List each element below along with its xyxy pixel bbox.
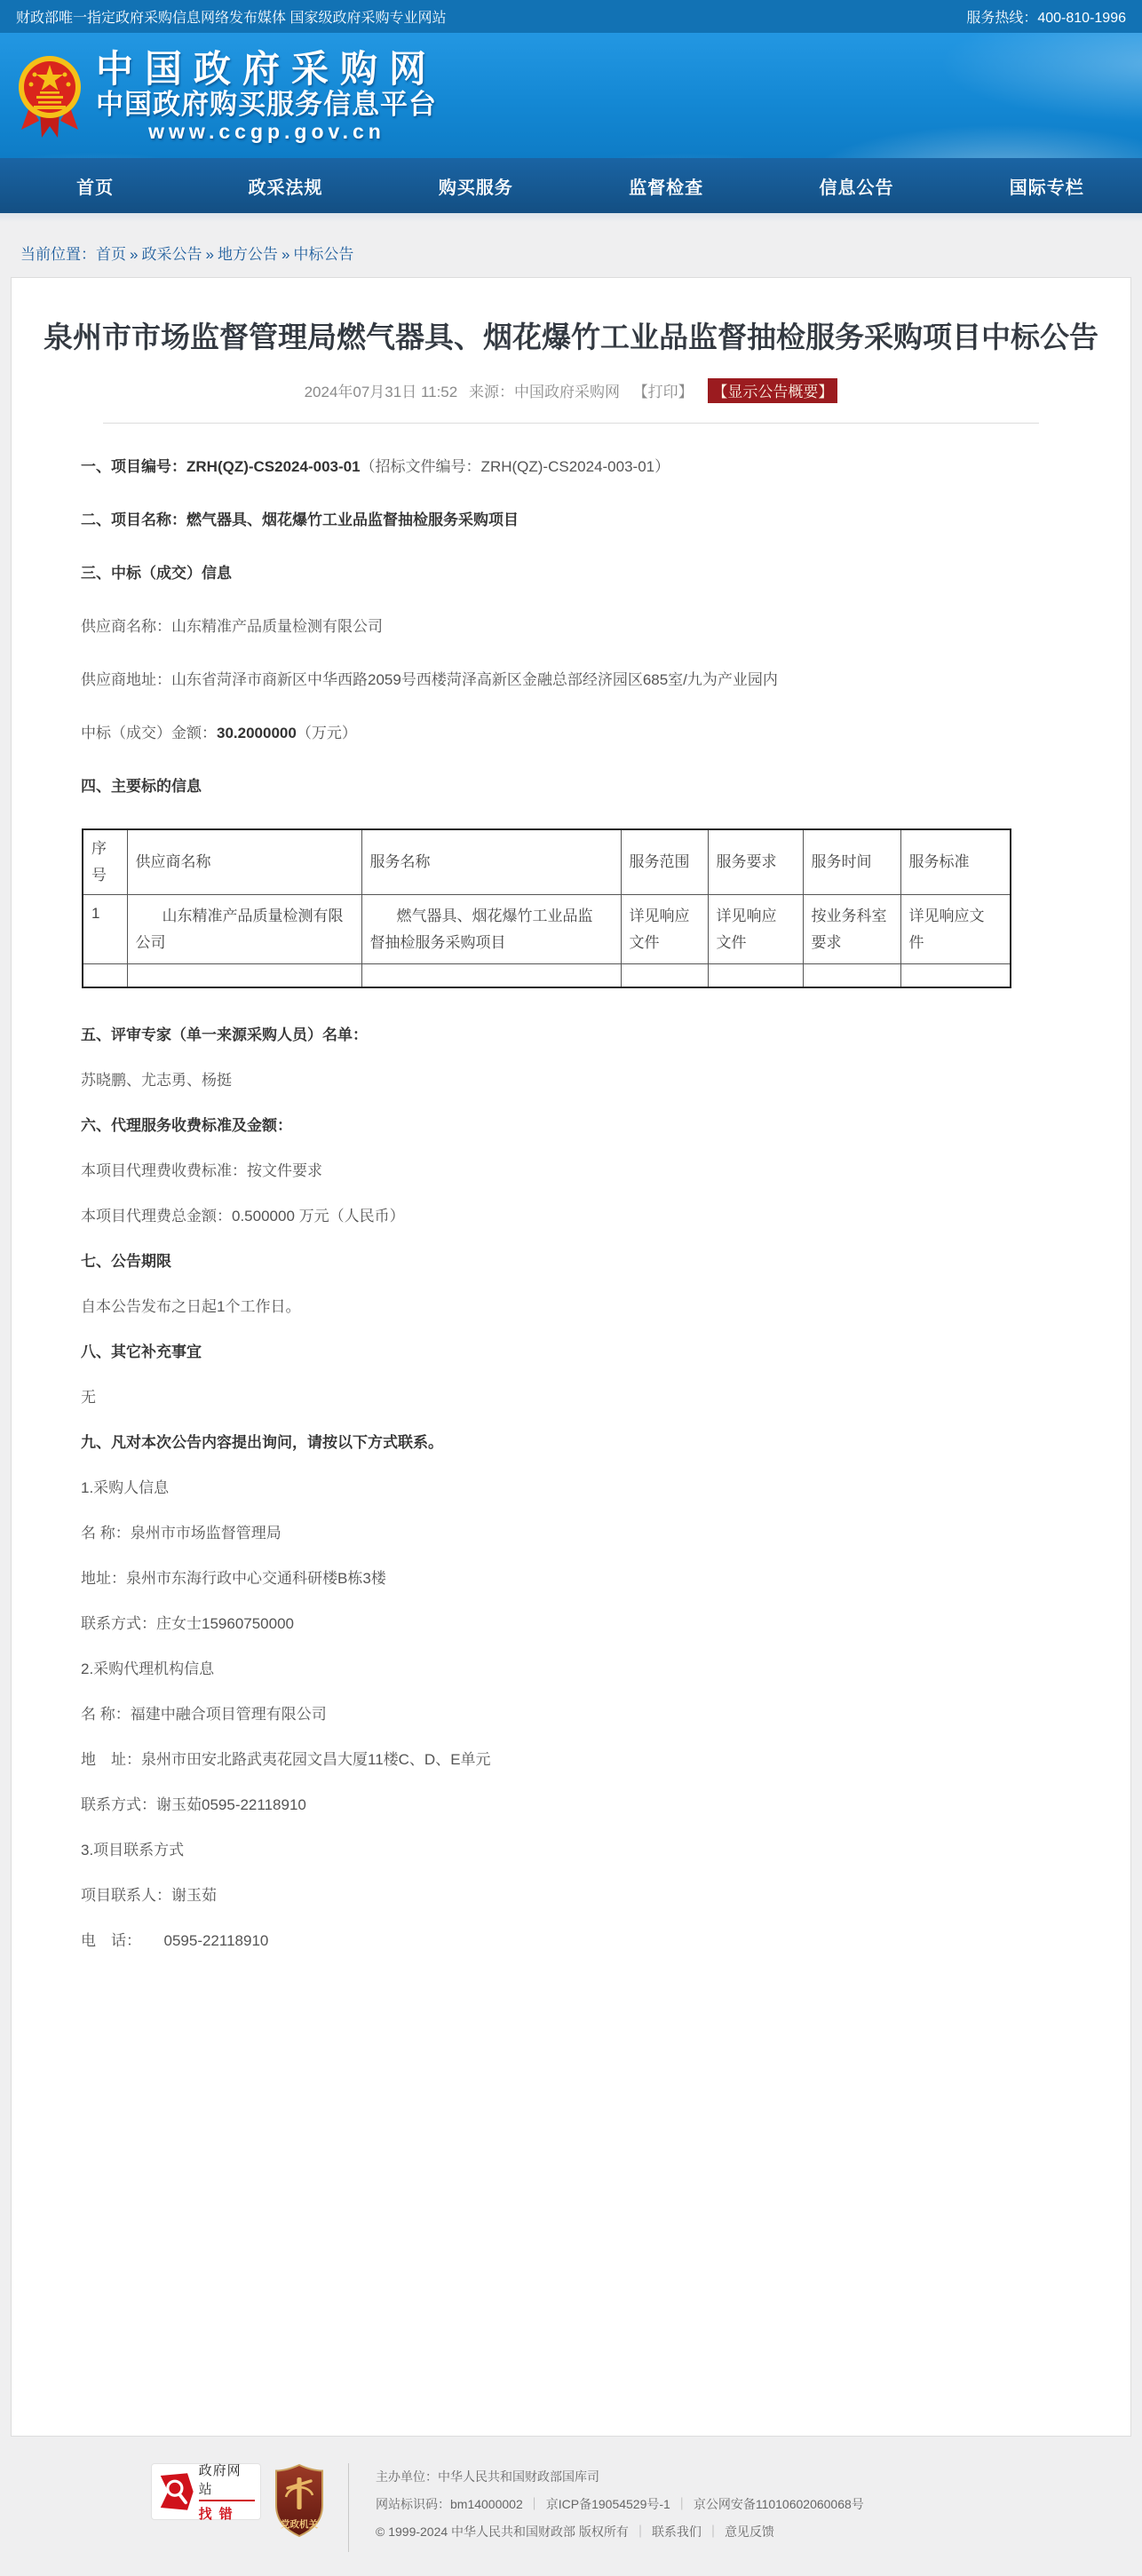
paragraph: 地 址：泉州市田安北路武夷花园文昌大厦11楼C、D、E单元 [81,1750,491,1768]
footer-divider [348,2463,349,2552]
find-error-icon [157,2471,194,2512]
table-cell: 山东精准产品质量检测有限公司 [127,895,361,964]
nav-item-4[interactable]: 监督检查 [629,178,704,198]
article-meta [12,378,1130,403]
gov-site-error-badge[interactable] [151,2463,261,2520]
paragraph: 七、公告期限 [81,1252,171,1270]
nav-item-3[interactable]: 购买服务 [438,178,513,198]
site-logo [96,49,438,143]
paragraph: 1.采购人信息 [81,1478,170,1496]
table-cell: 详见响应文件 [708,895,803,964]
source-name: 中国政府采购网 [513,384,620,401]
site-banner [0,33,1142,158]
table-header-row [83,829,1011,895]
find-error-line1: 政府网站 [199,2461,255,2501]
table-cell [83,964,127,987]
content-panel [11,277,1131,2437]
party-gov-label: 党政机关 [281,2519,318,2530]
breadcrumb-separator: » [130,246,139,263]
table-header-cell: 服务时间 [803,829,900,895]
topbar [0,0,1142,33]
table-row [83,964,1011,987]
paragraph: 项目联系人：谢玉茹 [81,1886,217,1904]
paragraph: 2.采购代理机构信息 [81,1660,215,1677]
paragraph: 联系方式：谢玉茹0595-22118910 [81,1795,306,1813]
publish-datetime: 2024年07月31日 11:52 [304,384,458,401]
table-cell [127,964,361,987]
breadcrumb [0,222,1142,277]
footer-host: 主办单位：中华人民共和国财政部国库司 [376,2469,599,2484]
nav-item-2[interactable]: 政采法规 [248,178,323,198]
breadcrumb-link-4[interactable]: 中标公告 [293,246,354,263]
paragraph: 五、评审专家（单一来源采购人员）名单： [81,1026,368,1043]
nav-item-5[interactable]: 信息公告 [819,178,894,198]
table-row [83,895,1011,964]
table-cell [708,964,803,987]
paragraph: 本项目代理费收费标准：按文件要求 [81,1161,322,1179]
copyright: © 1999-2024 中华人民共和国财政部 版权所有 [376,2524,629,2539]
footer [0,2437,1142,2576]
topbar-slogan: 财政部唯一指定政府采购信息网络发布媒体 国家级政府采购专业网站 [16,11,447,26]
service-hotline: 服务热线：400-810-1996 [966,11,1126,26]
paragraph: 八、其它补充事宜 [81,1343,202,1360]
article-body [12,424,1130,1953]
national-emblem-icon [16,52,83,140]
breadcrumb-link-1[interactable]: 首页 [96,246,126,263]
paragraph: 六、代理服务收费标准及金额： [81,1116,292,1134]
paragraph: 二、项目名称：燃气器具、烟花爆竹工业品监督抽检服务采购项目 [81,511,519,529]
table-header-cell: 服务标准 [900,829,1011,895]
main-nav [0,158,1142,213]
paragraph: 无 [81,1388,96,1406]
table-cell [803,964,900,987]
paragraph: 苏晓鹏、尤志勇、杨挺 [81,1071,232,1089]
table-cell [621,964,708,987]
paragraph: 四、主要标的信息 [81,778,202,796]
site-id: 网站标识码：bm14000002 [376,2497,523,2511]
footer-registration: 网站标识码：bm14000002 ｜ 京ICP备19054529号-1 ｜ 京公网安备11010602060068号 [376,2497,864,2511]
paragraph: 名 称：福建中融合项目管理有限公司 [81,1705,327,1723]
paragraph: 一、项目编号：ZRH(QZ)-CS2024-003-01（招标文件编号：ZRH(QZ)-CS2024-003-01） [81,458,670,476]
nav-item-1[interactable]: 首页 [76,178,115,198]
paragraph: 地址：泉州市东海行政中心交通科研楼B栋3楼 [81,1569,386,1587]
icp-number: 京ICP备19054529号-1 [545,2497,670,2511]
paragraph: 名 称：泉州市市场监督管理局 [81,1524,282,1542]
show-summary-button[interactable]: 【显示公告概要】 [708,378,837,403]
table-cell: 按业务科室要求 [803,895,900,964]
breadcrumb-items [96,246,353,263]
table-header-cell: 供应商名称 [127,829,361,895]
breadcrumb-separator: » [281,246,290,263]
paragraph: 供应商名称：山东精准产品质量检测有限公司 [81,618,383,636]
paragraphs-before-table [81,456,1051,798]
site-name: 中国政府采购网 [96,47,439,90]
party-gov-shield-icon [274,2463,325,2538]
nav-item-6[interactable]: 国际专栏 [1009,178,1084,198]
announcement-table [82,828,1011,988]
paragraph: 中标（成交）金额：30.2000000（万元） [81,725,357,742]
security-number: 京公网安备11010602060068号 [693,2497,864,2511]
paragraph: 三、中标（成交）信息 [81,565,232,583]
breadcrumb-separator: » [205,246,214,263]
feedback-link[interactable]: 意见反馈 [724,2524,774,2539]
page-title: 泉州市市场监督管理局燃气器具、烟花爆竹工业品监督抽检服务采购项目中标公告 [44,321,1098,353]
table-header-cell: 服务要求 [708,829,803,895]
site-subtitle: 中国政府购买服务信息平台 [96,88,437,120]
table-cell: 1 [83,895,127,964]
print-button[interactable]: 【打印】 [632,384,694,401]
paragraphs-after-table [81,1024,1051,1953]
table-cell [361,964,621,987]
paragraph: 供应商地址：山东省菏泽市商新区中华西路2059号西楼菏泽高新区金融总部经济园区685室/九为产业园内 [81,671,778,689]
breadcrumb-link-3[interactable]: 地方公告 [217,246,278,263]
party-gov-badge[interactable] [274,2463,325,2538]
paragraph: 自本公告发布之日起1个工作日。 [81,1297,301,1315]
site-url: www.ccgp.gov.cn [148,119,385,143]
footer-copyright-row: © 1999-2024 中华人民共和国财政部 版权所有 ｜ 联系我们 ｜ 意见反馈 [376,2524,774,2539]
paragraph: 九、凡对本次公告内容提出询问，请按以下方式联系。 [81,1433,443,1451]
table-cell: 燃气器具、烟花爆竹工业品监督抽检服务采购项目 [361,895,621,964]
paragraph: 联系方式：庄女士15960750000 [81,1614,295,1632]
table-cell: 详见响应文件 [900,895,1011,964]
source-label: 来源： [468,384,514,401]
paragraph: 电 话： 0595-22118910 [81,1931,269,1949]
contact-us-link[interactable]: 联系我们 [651,2524,702,2539]
table-header-cell: 服务名称 [361,829,621,895]
table-header-cell: 序号 [83,829,127,895]
table-header-cell: 服务范围 [621,829,708,895]
breadcrumb-link-2[interactable]: 政采公告 [141,246,202,263]
table-cell [900,964,1011,987]
table-cell: 详见响应文件 [621,895,708,964]
breadcrumb-label: 当前位置： [20,246,96,263]
paragraph: 本项目代理费总金额：0.500000 万元（人民币） [81,1207,405,1225]
nav-shadow [0,213,1142,222]
paragraph: 3.项目联系方式 [81,1841,185,1859]
find-error-line2: 找错 [198,2507,240,2522]
footer-info [376,2463,864,2546]
